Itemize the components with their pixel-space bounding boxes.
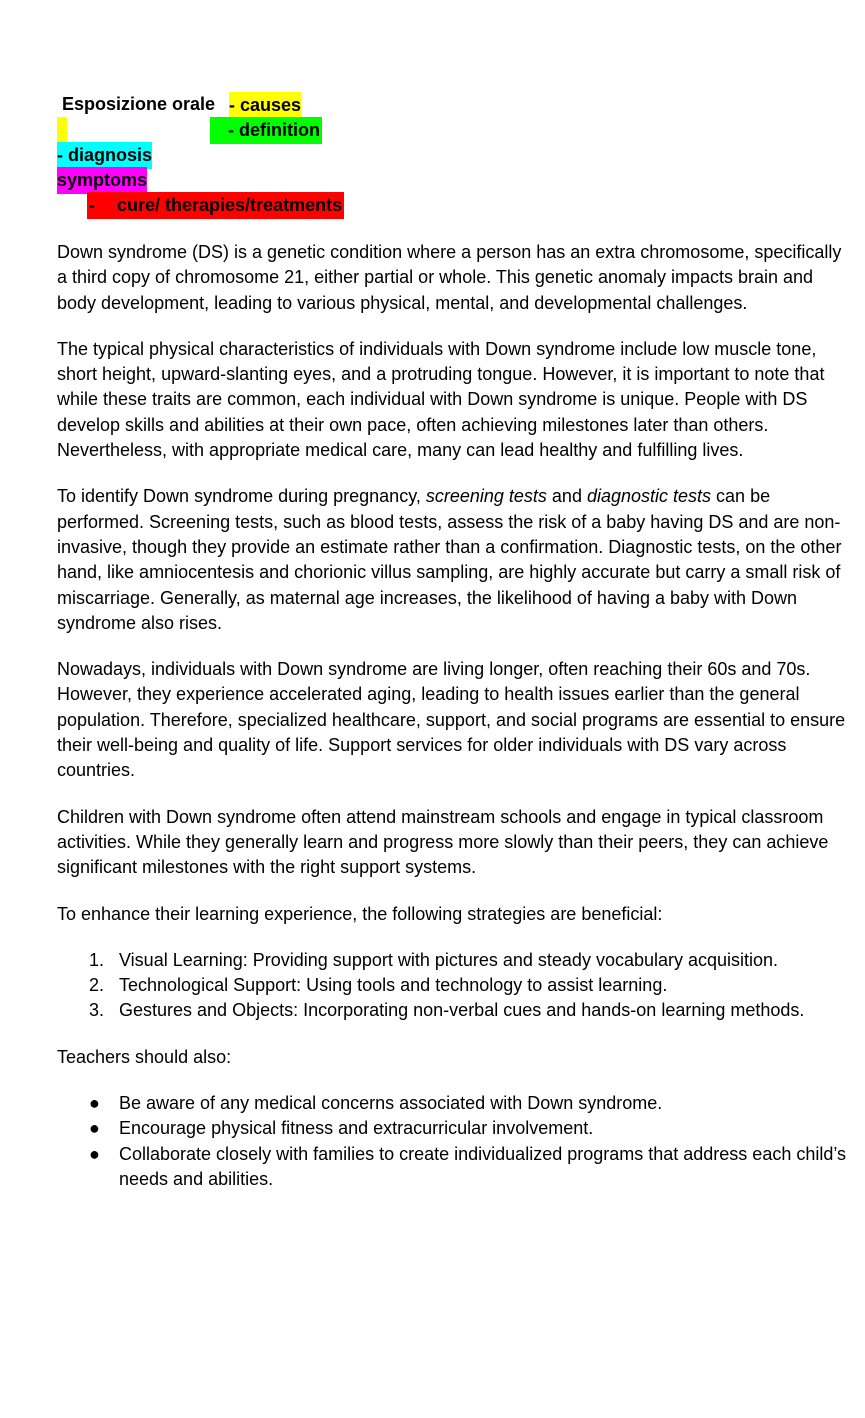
highlight-diagnosis: - diagnosis (57, 142, 152, 169)
paragraph-aging: Nowadays, individuals with Down syndrome are living longer, often reaching their 60s and 70s. However, they experience accelerated aging, leading to health issues earlier than the general population. Therefore, specialized healthcare, support, and social programs are essential to ensure their well-being and quality of life. Support services for older individuals with DS vary across countries. (57, 659, 846, 781)
highlight-definition: - definition (210, 117, 322, 144)
diagnosis-text-and: and (546, 486, 587, 507)
heading-block (0, 92, 865, 217)
document-body (57, 240, 847, 1213)
highlight-cure (87, 192, 344, 219)
paragraph-symptoms: The typical physical characteristics of individuals with Down syndrome include low muscle tone, short height, upward-slanting eyes, and a protruding tongue. However, it is important to note that while these traits are common, each individual with Down syndrome is unique. People with DS develop skills and abilities at their own pace, often achieving milestones later than others. Nevertheless, with appropriate medical care, many can lead healthy and fulfilling lives. (57, 338, 825, 461)
paragraph-definition: Down syndrome (DS) is a genetic condition where a person has an extra chromosome, specifically a third copy of chromosome 21, either partial or whole. This genetic anomaly impacts brain and body development, leading to various physical, mental, and developmental challenges. (57, 242, 842, 313)
list-item (89, 1091, 847, 1116)
paragraph-strategies-intro: To enhance their learning experience, the following strategies are beneficial: (57, 903, 663, 924)
list-item: 1. Visual Learning: Providing support with pictures and steady vocabulary acquisition. (119, 948, 847, 973)
strategies-list (57, 948, 847, 1024)
list-item-text: Collaborate closely with families to create individualized programs that address each child’s needs and abilities. (119, 1143, 847, 1189)
list-item-text: Be aware of any medical concerns associated with Down syndrome. (119, 1093, 663, 1114)
list-item-text: Encourage physical fitness and extracurricular involvement. (119, 1118, 594, 1139)
paragraph-teachers-intro: Teachers should also: (57, 1046, 232, 1067)
paragraph-school: Children with Down syndrome often attend mainstream schools and engage in typical classroom activities. While they generally learn and progress more slowly than their peers, they can achieve significant milestones with the right support systems. (57, 806, 829, 878)
heading-line-2 (0, 117, 865, 142)
list-item (89, 1116, 847, 1141)
diagnosis-text-end: can be performed. Screening tests, such as blood tests, assess the risk of a baby having DS and are non-invasive, though they provide an estimate rather than a confirmation. Diagnostic tests, on the other hand, like amniocentesis and chorionic villus sampling, are highly accurate but carry a small risk of miscarriage. Generally, as maternal age increases, the likelihood of having a baby with Down syndrome also rises. (57, 486, 842, 633)
highlight-causes: - causes (229, 92, 301, 119)
diagnosis-text-start: To identify Down syndrome during pregnancy, (57, 486, 426, 507)
heading-line-5 (0, 192, 865, 217)
list-item: 3. Gestures and Objects: Incorporating non-verbal cues and hands-on learning methods. (119, 998, 847, 1023)
highlight-symptoms: symptoms (57, 167, 147, 194)
heading-line-1 (0, 92, 865, 117)
yellow-highlight-mark (57, 117, 67, 142)
bullet-icon: ● (89, 1118, 100, 1139)
list-item (89, 1142, 847, 1193)
bullet-icon: ● (89, 1143, 100, 1164)
list-item: 2. Technological Support: Using tools and technology to assist learning. (119, 973, 847, 998)
cure-text: cure/ therapies/treatments (117, 195, 343, 215)
teacher-tips-list (57, 1091, 847, 1192)
cure-dash: - (89, 195, 95, 215)
diagnostic-tests-emphasis: diagnostic tests (586, 486, 712, 507)
screening-tests-emphasis: screening tests (425, 486, 547, 507)
heading-line-4 (0, 167, 865, 192)
bullet-icon: ● (89, 1093, 100, 1114)
paragraph-diagnosis (57, 484, 847, 636)
heading-line-3 (0, 142, 865, 167)
heading-title: Esposizione orale (62, 94, 216, 114)
